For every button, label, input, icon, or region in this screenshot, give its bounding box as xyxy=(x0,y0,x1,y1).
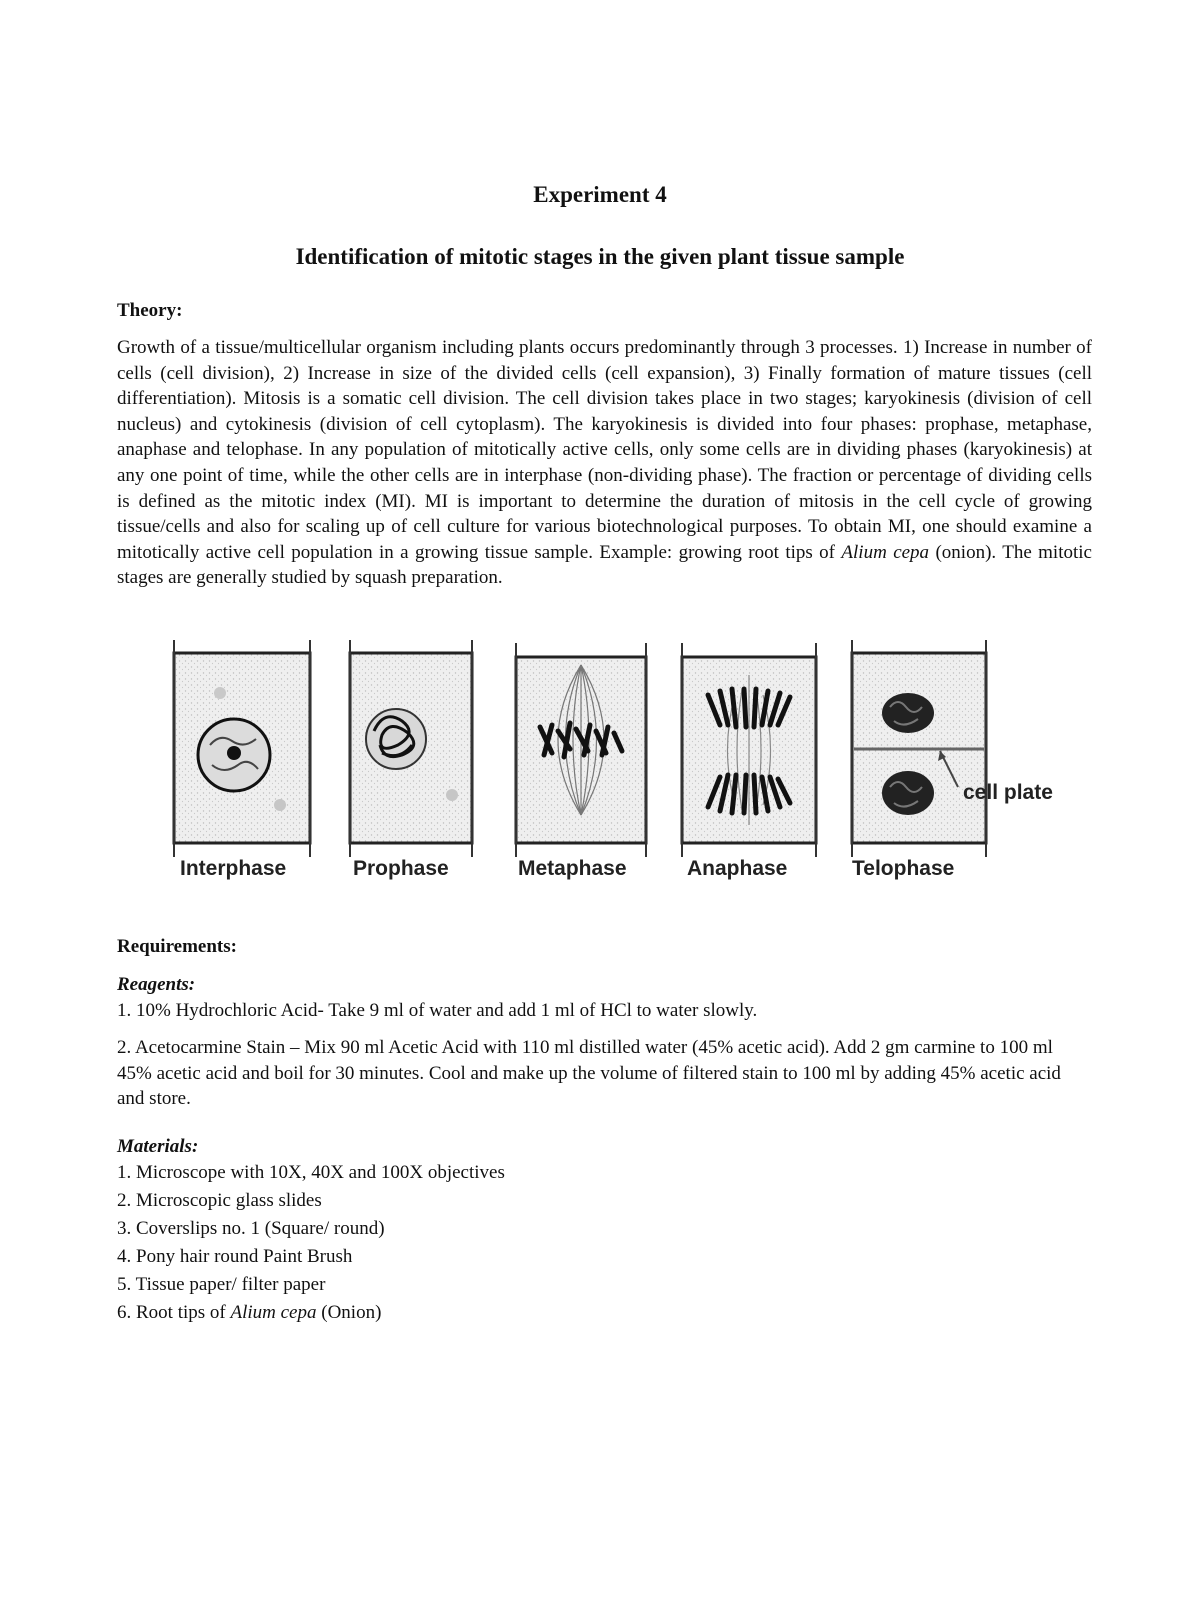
stage-label-interphase: Interphase xyxy=(180,857,287,880)
material-6-species: Alium cepa xyxy=(230,1302,317,1323)
material-item-6 xyxy=(117,1300,1092,1326)
mitosis-stages-illustration xyxy=(160,635,1070,895)
reagent-item-2: 2. Acetocarmine Stain – Mix 90 ml Acetic Acid with 110 ml distilled water (45% acetic acid). Add 2 gm carmine to 100 ml 45% acetic acid and boil for 30 minutes. Cool and make up the volume of filtered stain to 100 ml by adding 45% acetic acid and store. xyxy=(117,1037,1061,1110)
theory-heading: Theory: xyxy=(117,300,183,321)
cell-plate-label: cell plate xyxy=(963,781,1053,804)
stage-label-prophase: Prophase xyxy=(353,857,449,880)
reagents-heading: Reagents: xyxy=(117,974,196,995)
stage-label-metaphase: Metaphase xyxy=(518,857,627,880)
stage-label-telophase: Telophase xyxy=(852,857,955,880)
theory-text-main: Growth of a tissue/multicellular organism including plants occurs predominantly through 3 processes. 1) Increase in number of cells (cell division), 2) Increase in size of the divided cells (cell expansion), 3) Finally formation of mature tissues (cell differentiation). Mitosis is a somatic cell division. The cell division takes place in two stages; karyokinesis (division of cell nucleus) and cytokinesis (division of cell cytoplasm). The karyokinesis is divided into four phases: prophase, metaphase, anaphase and telophase. In any population of mitotically active cells, only some cells are in dividing phases (karyokinesis) at any one point of time, while the other cells are in interphase (non-dividing phase). The fraction or percentage of dividing cells is defined as the mitotic index (MI). MI is important to determine the duration of mitosis in the cell cycle of growing tissue/cells and also for scaling up of cell culture for various biotechnological purposes. To obtain MI, one should examine a mitotically active cell population in a growing tissue sample. Example: growing root tips of xyxy=(117,337,1092,563)
material-item-5: 5. Tissue paper/ filter paper xyxy=(117,1274,326,1295)
material-item-2: 2. Microscopic glass slides xyxy=(117,1190,322,1211)
requirements-heading: Requirements: xyxy=(117,936,237,957)
reagent-item-1: 1. 10% Hydrochloric Acid- Take 9 ml of water and add 1 ml of HCl to water slowly. xyxy=(117,1000,758,1021)
page-subtitle: Identification of mitotic stages in the given plant tissue sample xyxy=(295,244,905,269)
species-name: Alium cepa xyxy=(841,541,930,563)
material-6-prefix: 6. Root tips of xyxy=(117,1302,226,1323)
theory-paragraph xyxy=(117,335,1092,591)
material-item-4: 4. Pony hair round Paint Brush xyxy=(117,1246,353,1267)
page-title: Experiment 4 xyxy=(533,182,667,207)
material-item-3: 3. Coverslips no. 1 (Square/ round) xyxy=(117,1218,385,1239)
interphase-cell xyxy=(174,640,310,857)
theory-text-end: (onion). The mitotic stages are generally studied by squash preparation. xyxy=(117,541,1092,589)
prophase-cell xyxy=(350,640,472,857)
mitosis-stages-figure xyxy=(160,635,1070,895)
telophase-cell xyxy=(852,640,986,857)
material-6-suffix: (Onion) xyxy=(321,1302,382,1323)
metaphase-cell xyxy=(516,643,646,857)
material-item-1: 1. Microscope with 10X, 40X and 100X objectives xyxy=(117,1162,505,1183)
anaphase-cell xyxy=(682,643,816,857)
materials-heading: Materials: xyxy=(117,1136,199,1157)
stage-label-anaphase: Anaphase xyxy=(687,857,788,880)
